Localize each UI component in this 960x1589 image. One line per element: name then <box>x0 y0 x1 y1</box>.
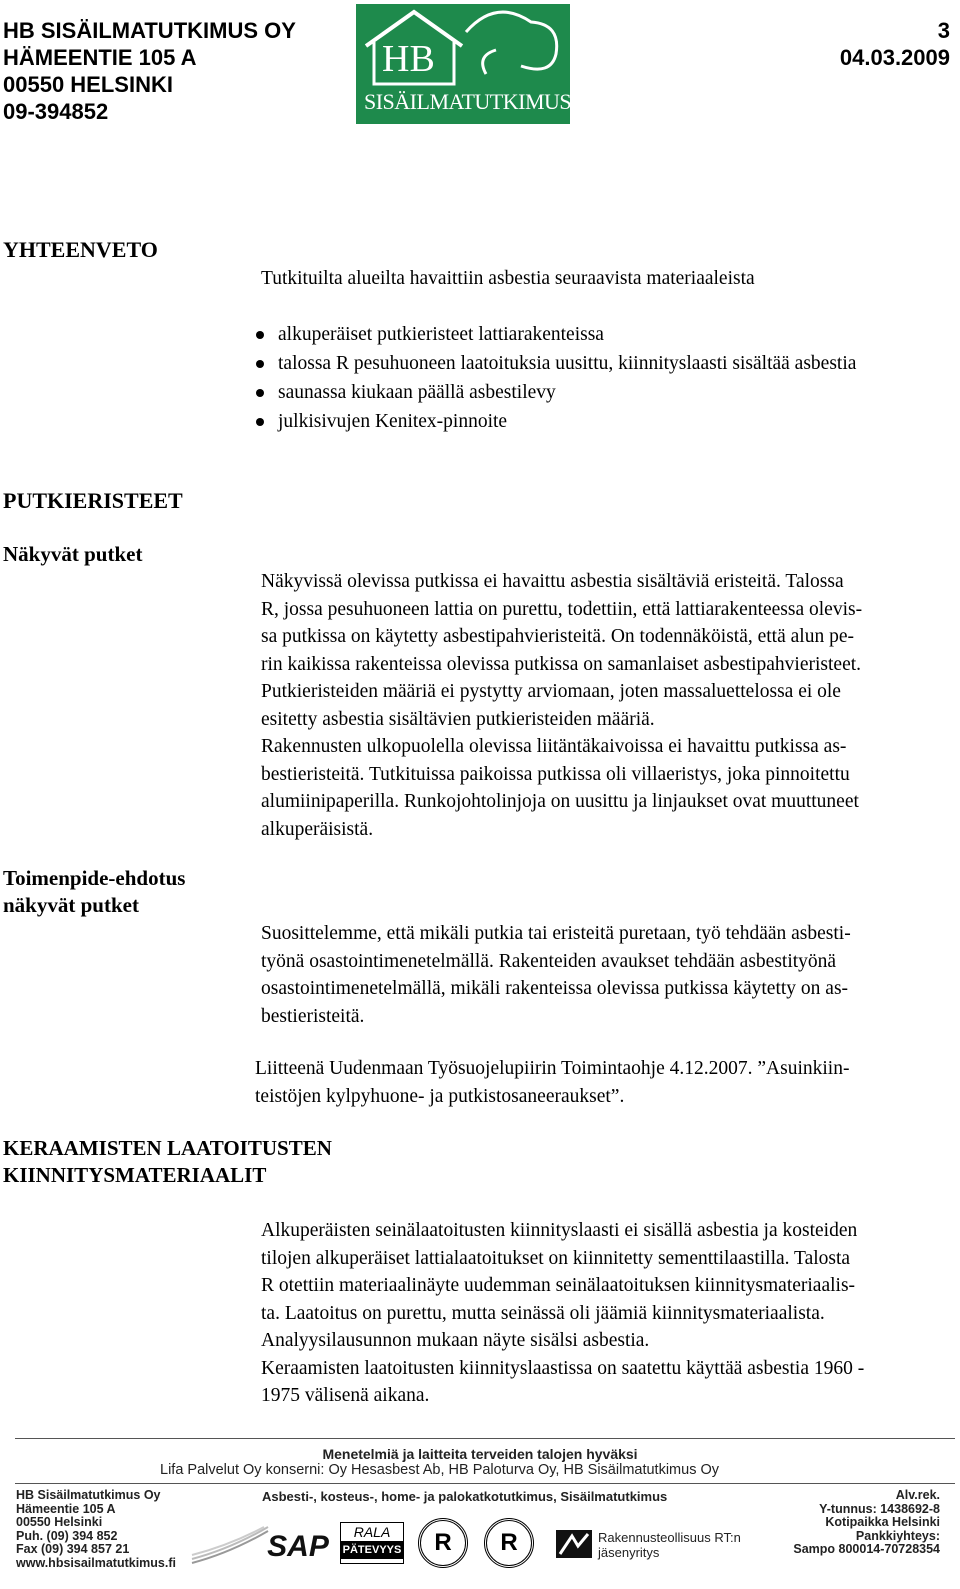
summary-intro: Tutkituilta alueilta havaittiin asbestia seuraavista materiaaleista <box>261 268 755 289</box>
rt-membership-text: Rakennusteollisuus RT:n jäsenyritys <box>598 1530 741 1560</box>
company-postal: 00550 HELSINKI <box>3 72 173 97</box>
registered-logo-2: R <box>484 1518 534 1568</box>
footer-services: Asbesti-, kosteus-, home- ja palokatkotutkimus, Sisäilmatutkimus <box>262 1489 668 1504</box>
rala-logo: RALA PÄTEVYYS <box>340 1522 404 1564</box>
visible-pipes-label: Näkyvät putket <box>3 542 143 566</box>
registered-logo-1: R <box>418 1518 468 1568</box>
list-item: julkisivujen Kenitex-pinnoite <box>256 407 956 436</box>
pipes-heading: PUTKIERISTEET <box>3 488 183 513</box>
hb-logo <box>356 4 570 124</box>
rt-logo <box>556 1530 592 1558</box>
swoosh-icon <box>190 1525 270 1565</box>
sap-logo: SAP <box>267 1530 329 1563</box>
rt-mark-icon <box>556 1530 592 1558</box>
bullet-icon <box>256 389 264 397</box>
page-number: 3 <box>937 18 950 43</box>
company-name: HB SISÄILMATUTKIMUS OY <box>3 18 296 43</box>
logo-text: SISÄILMATUTKIMUS <box>364 89 572 114</box>
company-street: HÄMEENTIE 105 A <box>3 45 197 70</box>
footer-registration-info: Alv.rek. Y-tunnus: 1438692-8 Kotipaikka Helsinki Pankkiyhteys: Sampo 800014-70728354 <box>793 1488 940 1556</box>
company-phone: 09-394852 <box>3 99 109 124</box>
company-address-block <box>3 17 296 125</box>
bullet-icon <box>256 418 264 426</box>
list-item: talossa R pesuhuoneen laatoituksia uusittu, kiinnityslaasti sisältää asbestia <box>256 349 956 378</box>
bullet-icon <box>256 360 264 368</box>
footer-company-info: HB Sisäilmatutkimus Oy Hämeentie 105 A 00550 Helsinki Puh. (09) 394 852 Fax (09) 394 857 21 www.hbsisailmatutkimus.fi <box>16 1488 176 1570</box>
summary-heading: YHTEENVETO <box>3 237 158 262</box>
swoosh-decoration <box>190 1525 270 1565</box>
bullet-icon <box>256 331 264 339</box>
logo-initials: HB <box>382 38 435 80</box>
visible-pipes-text: Näkyvissä olevissa putkissa ei havaittu asbestia sisältäviä eristeitä. Talossa R, jossa pesuhuoneen lattia on purettu, todettiin, että lattiarakenteessa olevis- sa putkissa on käytetty asbestipahvieristeitä. On todennäköistä, että alun pe- rin kaikissa rakenteissa olevissa putkissa on samanlaiset asbestipahvieristeet. Putkieristeiden määriä ei pystytty arviomaan, joten massaluettelossa ei ole esitetty asbestia sisältävien putkieristeiden määriä. Rakennusten ulkopuolella olevissa liitäntäkaivoissa ei havaittu putkissa as- bestieristeitä. Tutkituissa paikoissa putkissa oli villaeristys, joka pinnoitettu alumiinipaperilla. Runkojohtolinjoja on uusittu ja linjaukset ovat muuttuneet alkuperäisistä. <box>261 571 863 840</box>
list-item: saunassa kiukaan päällä asbestilevy <box>256 378 956 407</box>
attachment-note: Liitteenä Uudenmaan Työsuojelupiirin Toimintaohje 4.12.2007. ”Asuinkiin- teistöjen kylpyhuone- ja putkistosaneeraukset”. <box>255 1058 850 1107</box>
footer-tagline: Menetelmiä ja laitteita terveiden talojen hyväksi <box>322 1446 638 1462</box>
summary-list <box>256 320 956 436</box>
action-proposal-label: Toimenpide-ehdotus näkyvät putket <box>3 866 186 917</box>
action-proposal-text: Suosittelemme, että mikäli putkia tai eristeitä puretaan, työ tehdään asbesti- työnä osastointimenetelmällä. Rakenteiden avaukset tehdään asbestityönä osastointimenetelmällä, mikäli rakenteissa olevissa putkissa käytetty on as- bestieristeitä. <box>261 923 851 1027</box>
footer-divider <box>15 1438 955 1439</box>
footer-divider-2 <box>15 1483 955 1484</box>
tiles-heading: KERAAMISTEN LAATOITUSTEN KIINNITYSMATERIAALIT <box>3 1136 332 1187</box>
document-date: 04.03.2009 <box>839 45 950 70</box>
footer-group: Lifa Palvelut Oy konserni: Oy Hesasbest Ab, HB Paloturva Oy, HB Sisäilmatutkimus Oy <box>160 1462 720 1478</box>
list-item: alkuperäiset putkieristeet lattiarakenteissa <box>256 320 956 349</box>
tiles-text: Alkuperäisten seinälaatoitusten kiinnityslaasti ei sisällä asbestia ja kosteiden tilojen alkuperäiset lattialaatoitukset on kiinnitetty sementtilaastilla. Talosta R otettiin materiaalinäyte uudemman seinälaatoituksen kiinnitysmateriaalis- ta. Laatoitus on purettu, mutta seinässä oli jäämiä kiinnitysmateriaalista. Analyysilausunnon mukaan näyte sisälsi asbestia. Keraamisten laatoitusten kiinnityslaastissa on saatettu käyttää asbestia 1960 - 1975 välisenä aikana. <box>261 1220 865 1406</box>
